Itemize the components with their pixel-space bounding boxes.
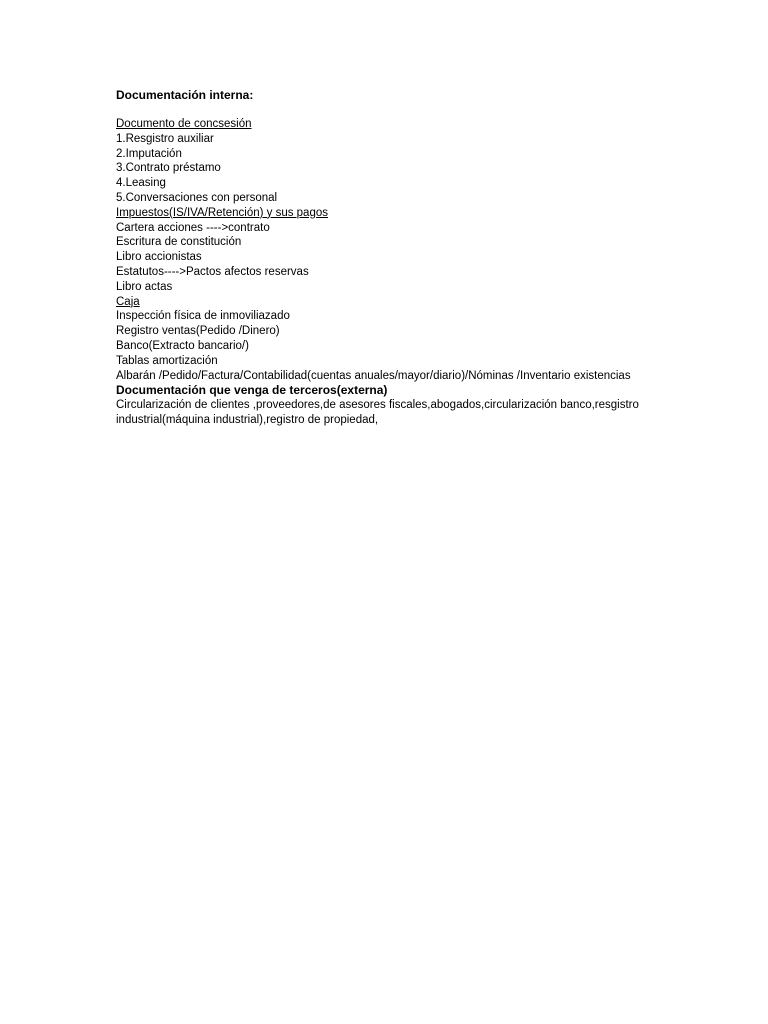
list-item-documento-concesion: Documento de concsesión <box>116 118 252 130</box>
list-item-caja: Caja <box>116 295 140 308</box>
list-item-banco: Banco(Extracto bancario/) <box>116 339 249 352</box>
list-item-leasing: 4.Leasing <box>116 177 166 190</box>
list-item-escritura: Escritura de constitución <box>116 236 242 249</box>
list-item-libro-actas: Libro actas <box>116 280 173 293</box>
list-item-cartera-acciones: Cartera acciones ---->contrato <box>116 221 270 234</box>
list-item-conversaciones: 5.Conversaciones con personal <box>116 191 278 204</box>
list-item-impuestos: Impuestos(IS/IVA/Retención) y sus pagos <box>116 206 328 219</box>
external-paragraph: Circularización de clientes ,proveedores,de asesores fiscales,abogados,circularización banco,resgistro industrial(máquina industrial),registro de propiedad, <box>116 399 639 427</box>
list-item-imputacion: 2.Imputación <box>116 147 182 160</box>
list-item-estatutos: Estatutos---->Pactos afectos reservas <box>116 265 309 278</box>
list-item-albaran: Albarán /Pedido/Factura/Contabilidad(cuentas anuales/mayor/diario)/Nóminas /Inventario existencias <box>116 369 631 382</box>
list-item-registro-ventas: Registro ventas(Pedido /Dinero) <box>116 325 280 338</box>
list-item-registro-auxiliar: 1.Resgistro auxiliar <box>116 132 214 145</box>
section-title-internal: Documentación interna: <box>116 88 254 102</box>
list-item-libro-accionistas: Libro accionistas <box>116 251 202 264</box>
blank-line <box>116 103 661 117</box>
list-item-contrato-prestamo: 3.Contrato préstamo <box>116 162 221 175</box>
list-item-inspeccion: Inspección física de inmoviliazado <box>116 310 290 323</box>
section-title-external: Documentación que venga de terceros(externa) <box>116 383 388 398</box>
document-body <box>116 87 661 428</box>
list-item-tablas-amortizacion: Tablas amortización <box>116 354 218 367</box>
